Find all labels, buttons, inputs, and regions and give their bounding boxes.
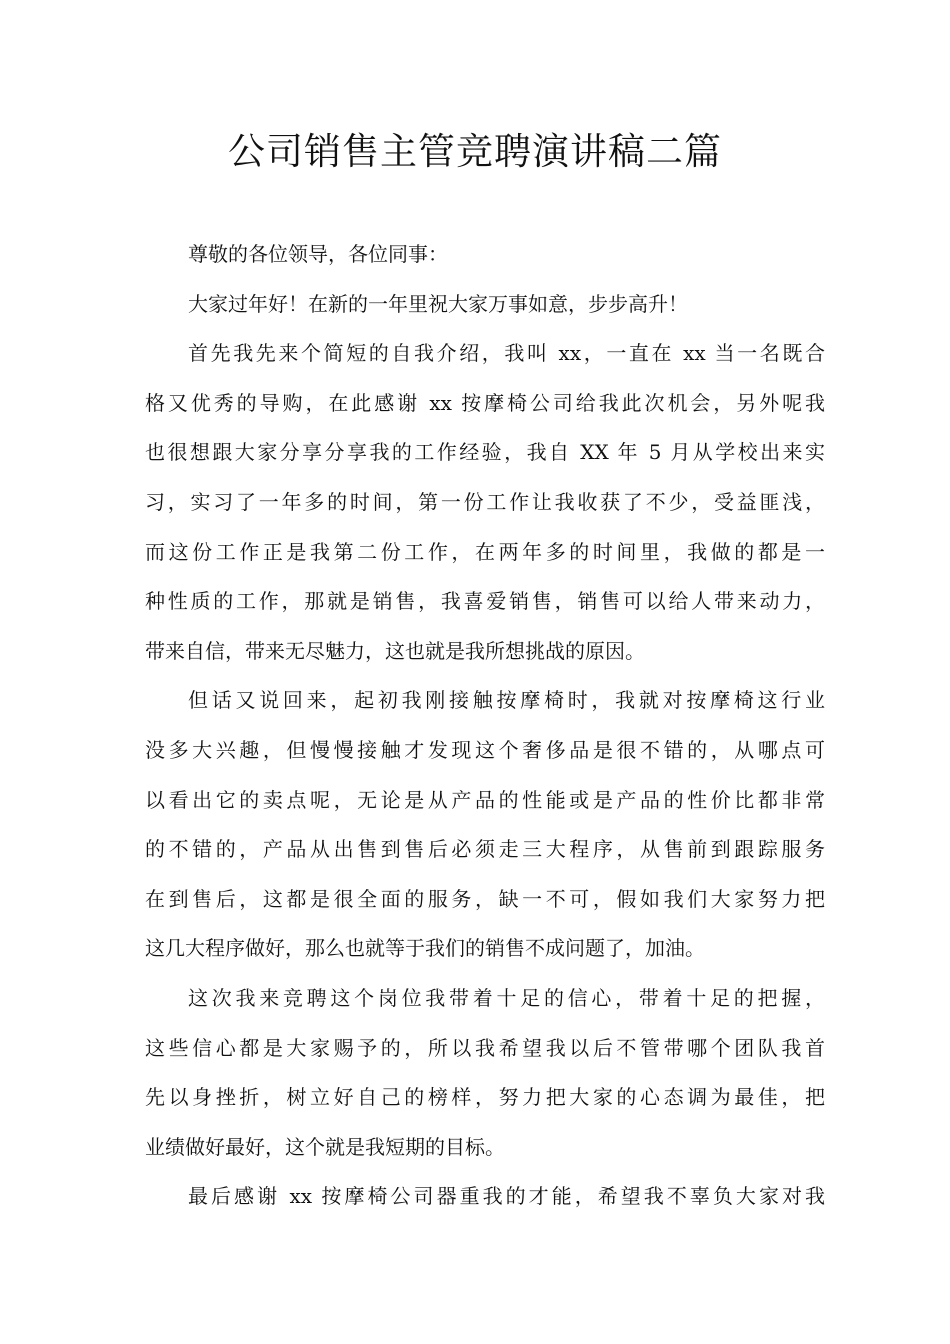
- document-title: 公司销售主管竞聘演讲稿二篇: [228, 130, 722, 173]
- text-line: 在到售后，这都是很全面的服务，缺一不可，假如我们大家努力把: [145, 886, 825, 911]
- text-line: 以看出它的卖点呢，无论是从产品的性能或是产品的性价比都非常: [145, 787, 825, 812]
- text-line: 的不错的，产品从出售到售后必须走三大程序，从售前到跟踪服务: [145, 837, 825, 862]
- text-line: 但话又说回来，起初我刚接触按摩椅时，我就对按摩椅这行业: [188, 688, 825, 713]
- text-line: 种性质的工作，那就是销售，我喜爱销售，销售可以给人带来动力，: [145, 589, 825, 614]
- text-line: 格又优秀的导购，在此感谢 xx 按摩椅公司给我此次机会，另外呢我: [145, 390, 825, 415]
- text-line: 这次我来竞聘这个岗位我带着十足的信心，带着十足的把握，: [188, 985, 825, 1010]
- text-line: 习，实习了一年多的时间，第一份工作让我收获了不少，受益匪浅，: [145, 489, 825, 514]
- text-line: 首先我先来个简短的自我介绍，我叫 xx，一直在 xx 当一名既合: [188, 341, 825, 366]
- text-line: 没多大兴趣，但慢慢接触才发现这个奢侈品是很不错的，从哪点可: [145, 737, 825, 762]
- text-line: 业绩做好最好，这个就是我短期的目标。: [145, 1134, 505, 1159]
- text-line: 而这份工作正是我第二份工作，在两年多的时间里，我做的都是一: [145, 539, 825, 564]
- text-line: 先以身挫折，树立好自己的榜样，努力把大家的心态调为最佳，把: [145, 1085, 825, 1110]
- text-line: 最后感谢 xx 按摩椅公司器重我的才能，希望我不辜负大家对我: [188, 1184, 825, 1209]
- document-body: [145, 230, 825, 1222]
- text-line: 这几大程序做好，那么也就等于我们的销售不成问题了，加油。: [145, 936, 705, 961]
- text-line: 也很想跟大家分享分享我的工作经验，我自 XX 年 5 月从学校出来实: [145, 440, 825, 465]
- text-line: 带来自信，带来无尽魅力，这也就是我所想挑战的原因。: [145, 638, 645, 663]
- text-line: 尊敬的各位领导，各位同事：: [188, 242, 448, 266]
- text-line: 这些信心都是大家赐予的，所以我希望我以后不管带哪个团队我首: [145, 1035, 825, 1060]
- text-line: 大家过年好！在新的一年里祝大家万事如意，步步高升！: [188, 291, 688, 316]
